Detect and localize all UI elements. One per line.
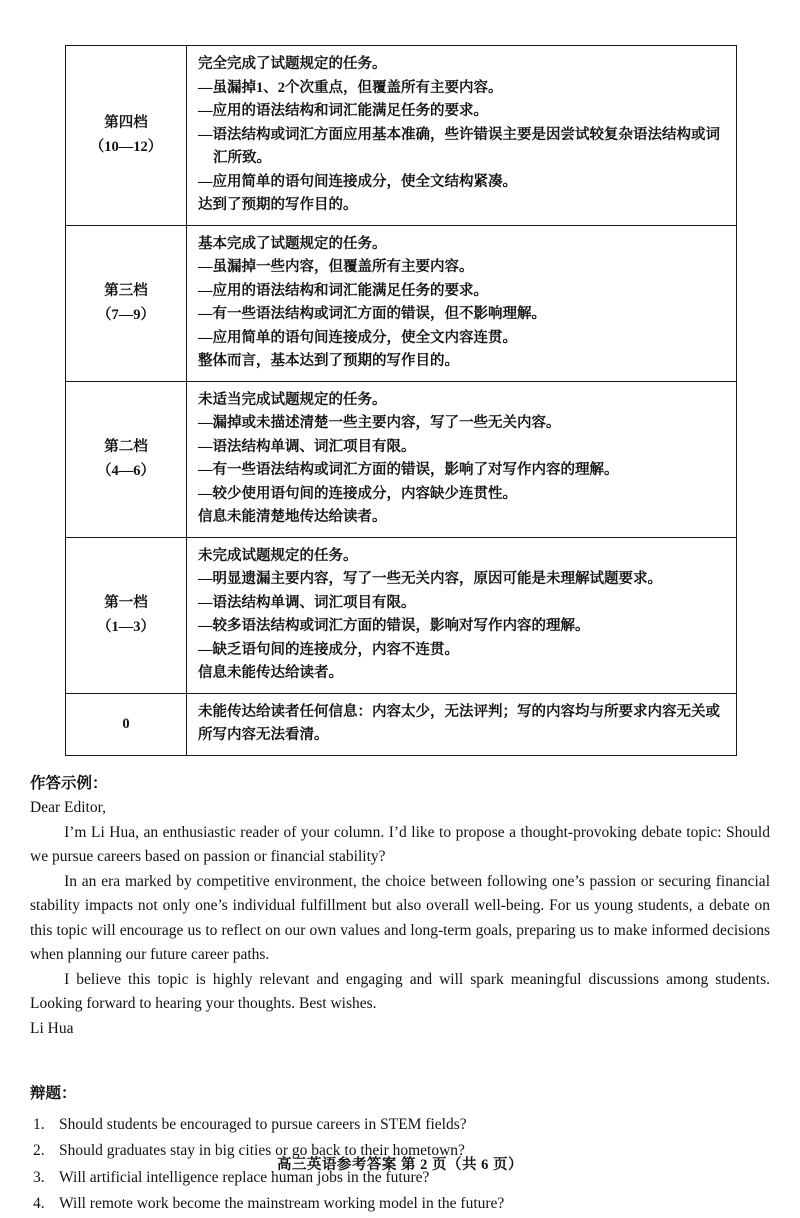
level-cell (66, 46, 187, 226)
item-number: 1. (33, 1115, 45, 1133)
criteria-line: —较少使用语句间的连接成分，内容缺少连贯性。 (198, 485, 517, 502)
essay-paragraph: I’m Li Hua, an enthusiastic reader of your column. I’d like to propose a thought-provoking debate topic: Should we pursue careers based on passion or financial stability? (30, 823, 770, 865)
essay-paragraph: In an era marked by competitive environment, the choice between following one’s passion or securing financial stability impacts not only one’s individual fulfillment but also overall well-being. For us young students, a debate on this topic will encourage us to reflect on our own values and long-term goals, preparing us to make informed decisions when planning our future career paths. (30, 872, 770, 963)
item-number: 2. (33, 1142, 45, 1159)
grading-rubric-table (65, 45, 737, 756)
criteria-line: —虽漏掉一些内容，但覆盖所有主要内容。 (198, 259, 474, 275)
criteria-line: 未能传达给读者任何信息：内容太少，无法评判；写的内容均与所要求内容无关或所写内容无法看清。 (198, 703, 720, 743)
criteria-line: —应用简单的语句间连接成分，使全文结构紧凑。 (198, 173, 517, 190)
level-range: （1—3） (97, 619, 155, 635)
essay-signature: Li Hua (30, 1019, 74, 1037)
table-row-level3 (66, 225, 737, 381)
level-range: （10—12） (89, 139, 163, 156)
item-number: 3. (33, 1168, 45, 1186)
criteria-line: —虽漏掉1、2个次重点，但覆盖所有主要内容。 (198, 79, 503, 96)
criteria-line: —应用的语法结构和词汇能满足任务的要求。 (198, 103, 488, 119)
criteria-line: —有一些语法结构或词汇方面的错误，但不影响理解。 (198, 306, 546, 322)
criteria-line: —有一些语法结构或词汇方面的错误，影响了对写作内容的理解。 (198, 462, 619, 478)
criteria-line: 未完成试题规定的任务。 (198, 547, 358, 564)
list-item (33, 1112, 770, 1139)
criteria-line: 达到了预期的写作目的。 (198, 197, 358, 213)
debate-topics-section (30, 1081, 770, 1218)
criteria-line: 信息未能传达给读者。 (198, 665, 343, 681)
criteria-line: —应用的语法结构和词汇能满足任务的要求。 (198, 282, 488, 299)
criteria-cell (187, 381, 737, 537)
criteria-cell (187, 693, 737, 755)
criteria-cell (187, 46, 737, 226)
criteria-cell (187, 225, 737, 381)
table-row-level4 (66, 46, 737, 226)
criteria-cell (187, 537, 737, 693)
list-item (33, 1191, 770, 1218)
criteria-line: —漏掉或未描述清楚一些主要内容，写了一些无关内容。 (198, 415, 561, 431)
criteria-line: 信息未能清楚地传达给读者。 (198, 509, 387, 525)
sample-answer-section (30, 772, 770, 1042)
level-name: 第一档 (104, 595, 148, 611)
level-cell (66, 225, 187, 381)
level-cell (66, 693, 187, 755)
criteria-line: 整体而言，基本达到了预期的写作目的。 (198, 353, 459, 369)
level-cell (66, 537, 187, 693)
criteria-line: —语法结构或词汇方面应用基本准确，些许错误主要是因尝试较复杂语法结构或词汇所致。 (198, 126, 720, 166)
essay-salutation: Dear Editor, (30, 799, 106, 816)
sample-answer-heading: 作答示例： (30, 774, 108, 792)
criteria-line: —应用简单的语句间连接成分，使全文内容连贯。 (198, 329, 517, 346)
criteria-line: 基本完成了试题规定的任务。 (198, 235, 387, 252)
level-name: 第二档 (104, 439, 148, 455)
level-name: 第四档 (104, 115, 148, 132)
level-name: 第三档 (104, 283, 148, 299)
item-text: Will artificial intelligence replace human jobs in the future? (59, 1168, 430, 1186)
level-range: （7—9） (97, 307, 155, 323)
table-row-level0 (66, 693, 737, 755)
criteria-line: —缺乏语句间的连接成分，内容不连贯。 (198, 641, 459, 658)
criteria-line: 完全完成了试题规定的任务。 (198, 56, 387, 72)
criteria-line: —语法结构单调、词汇项目有限。 (198, 438, 416, 455)
criteria-line: —语法结构单调、词汇项目有限。 (198, 594, 416, 611)
level-cell (66, 381, 187, 537)
table-row-level2 (66, 381, 737, 537)
level-name: 0 (122, 716, 130, 732)
item-text: Should graduates stay in big cities or go back to their hometown? (59, 1142, 465, 1159)
criteria-line: —明显遗漏主要内容，写了一些无关内容，原因可能是未理解试题要求。 (198, 571, 662, 587)
essay-paragraph: I believe this topic is highly relevant and engaging and will spark meaningful discussions among students. Looking forward to hearing your thoughts. Best wishes. (30, 970, 770, 1012)
item-text: Should students be encouraged to pursue careers in STEM fields? (59, 1115, 467, 1133)
criteria-line: 未适当完成试题规定的任务。 (198, 391, 387, 408)
item-text: Will remote work become the mainstream working model in the future? (59, 1195, 505, 1212)
page-footer: 高三英语参考答案 第 2 页（共 6 页） (276, 1157, 524, 1173)
debate-heading: 辩题： (30, 1085, 77, 1102)
item-number: 4. (33, 1195, 45, 1212)
level-range: （4—6） (97, 463, 155, 479)
table-row-level1 (66, 537, 737, 693)
criteria-line: —较多语法结构或词汇方面的错误，影响对写作内容的理解。 (198, 618, 590, 634)
